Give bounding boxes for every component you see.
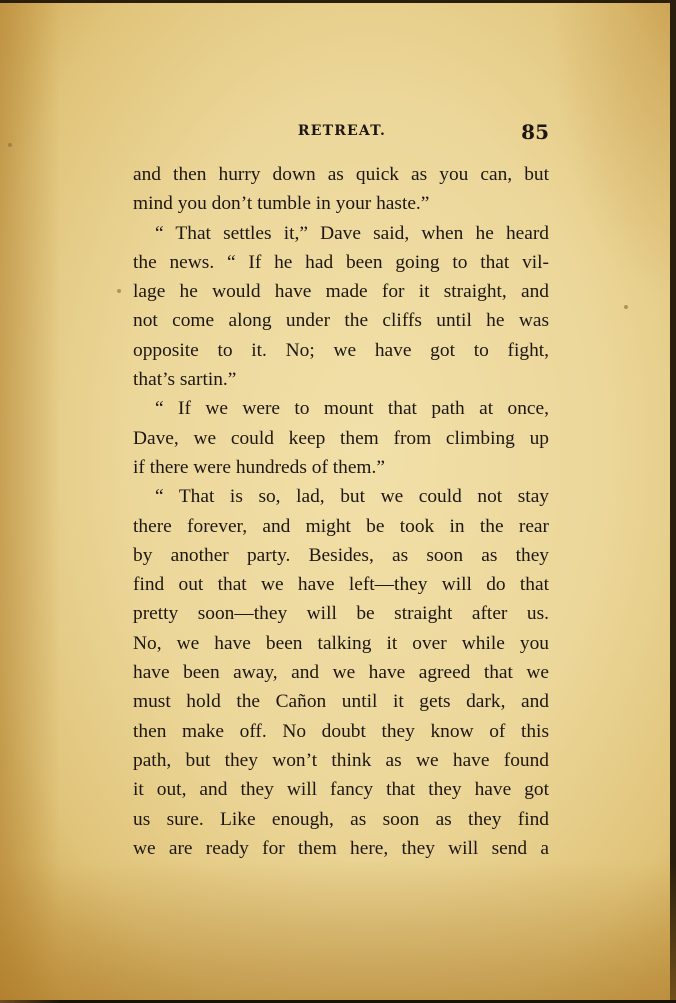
text-line: not come along under the cliffs until he was bbox=[133, 310, 549, 332]
text-line: opposite to it. No; we have got to fight, bbox=[133, 339, 549, 361]
text-line: “ If we were to mount that path at once, bbox=[155, 398, 549, 420]
text-line: path, but they won’t think as we have found bbox=[133, 749, 549, 771]
running-head: RETREAT. bbox=[297, 123, 387, 139]
text-line: the news. “ If he had been going to that vil- bbox=[133, 251, 549, 273]
text-line: we are ready for them here, they will send a bbox=[133, 837, 549, 859]
text-line: No, we have been talking it over while you bbox=[133, 632, 549, 654]
page-bottom-stain bbox=[0, 860, 676, 1000]
paper-fleck bbox=[117, 289, 121, 293]
text-line: pretty soon—they will be straight after us. bbox=[133, 603, 549, 625]
paper-fleck bbox=[8, 143, 12, 147]
text-body bbox=[133, 160, 549, 863]
text-line: Dave, we could keep them from climbing up bbox=[133, 427, 549, 449]
page-edge-stain bbox=[0, 3, 60, 1003]
text-line: us sure. Like enough, as soon as they find bbox=[133, 808, 549, 830]
text-line: that’s sartin.” bbox=[133, 369, 237, 391]
text-line: have been away, and we have agreed that we bbox=[133, 662, 549, 684]
text-line: by another party. Besides, as soon as they bbox=[133, 544, 549, 566]
text-line: find out that we have left—they will do that bbox=[133, 574, 549, 596]
page-number: 85 bbox=[521, 120, 549, 144]
text-line: there forever, and might be took in the rear bbox=[133, 515, 549, 537]
text-line: and then hurry down as quick as you can, but bbox=[133, 164, 549, 185]
text-line: must hold the Cañon until it gets dark, and bbox=[133, 691, 549, 713]
text-line: “ That settles it,” Dave said, when he heard bbox=[155, 222, 549, 244]
text-line: then make off. No doubt they know of this bbox=[133, 720, 549, 742]
text-line: lage he would have made for it straight, and bbox=[133, 281, 549, 303]
text-line: it out, and they will fancy that they have got bbox=[133, 779, 549, 801]
paper-fleck bbox=[624, 305, 628, 309]
text-line: “ That is so, lad, but we could not stay bbox=[155, 486, 549, 508]
text-line: mind you don’t tumble in your haste.” bbox=[133, 193, 430, 215]
page-header bbox=[133, 120, 551, 150]
page-corner-stain bbox=[550, 3, 670, 303]
text-line: if there were hundreds of them.” bbox=[133, 456, 385, 478]
